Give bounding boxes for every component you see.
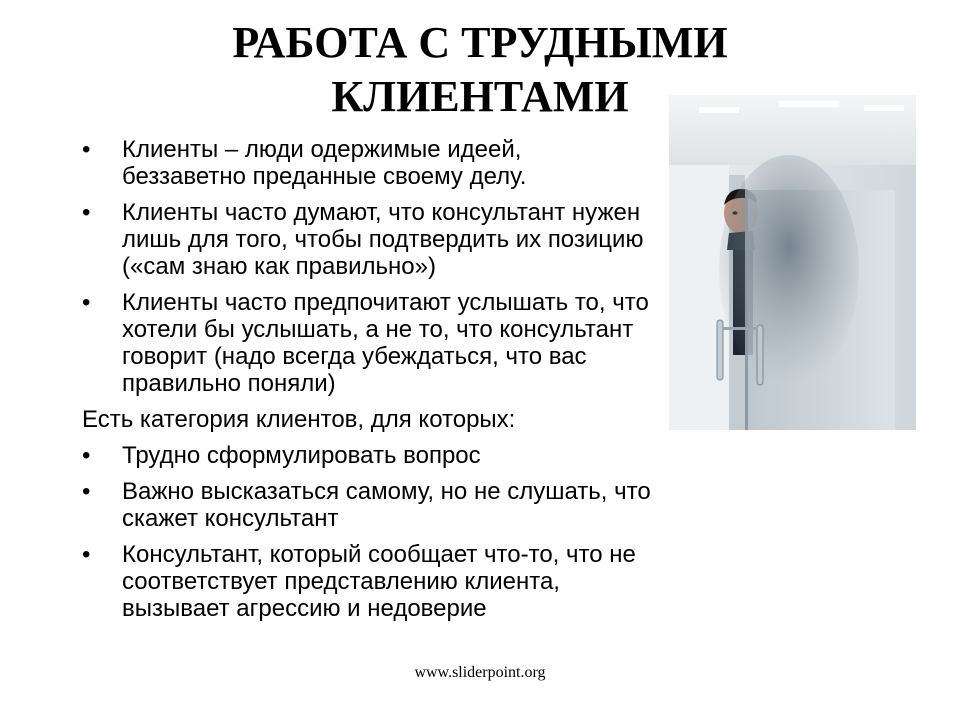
photo-illustration xyxy=(669,95,916,430)
footer-url: www.sliderpoint.org xyxy=(414,664,546,681)
bullet-text: Консультант, который сообщает что-то, что не соответствует представлению клиента, вызывает агрессию и недоверие xyxy=(122,541,636,622)
bullet-item xyxy=(82,541,652,622)
bullet-marker: • xyxy=(82,289,91,316)
bullet-text: Клиенты часто думают, что консультант нужен лишь для того, чтобы подтвердить их позицию («сам знаю как правильно») xyxy=(122,199,644,280)
bullet-text: Трудно сформулировать вопрос xyxy=(122,442,481,469)
bullet-text: Клиенты – люди одержимые идеей, беззаветно преданные своему делу. xyxy=(122,136,527,190)
bullet-marker: • xyxy=(82,478,91,505)
bullet-item xyxy=(82,442,652,469)
bullet-item xyxy=(82,136,652,190)
bullet-text: Важно высказаться самому, но не слушать, что скажет консультант xyxy=(122,478,651,532)
man-behind-glass-door-photo xyxy=(669,95,916,430)
intro-text: Есть категория клиентов, для которых: xyxy=(82,406,516,433)
bullet-marker: • xyxy=(82,199,91,226)
bullet-text: Клиенты часто предпочитают услышать то, что хотели бы услышать, а не то, что консультант говорит (надо всегда убеждаться, что вас правильно поняли) xyxy=(122,289,649,397)
bullet-marker: • xyxy=(82,541,91,568)
bullet-item xyxy=(82,478,652,532)
title-line-1: РАБОТА С ТРУДНЫМИ xyxy=(232,18,728,67)
slide-body xyxy=(82,136,652,631)
bullet-item xyxy=(82,289,652,397)
title-line-2: КЛИЕНТАМИ xyxy=(331,72,629,121)
bullet-marker: • xyxy=(82,442,91,469)
bullet-item xyxy=(82,199,652,280)
bullet-marker: • xyxy=(82,136,91,163)
